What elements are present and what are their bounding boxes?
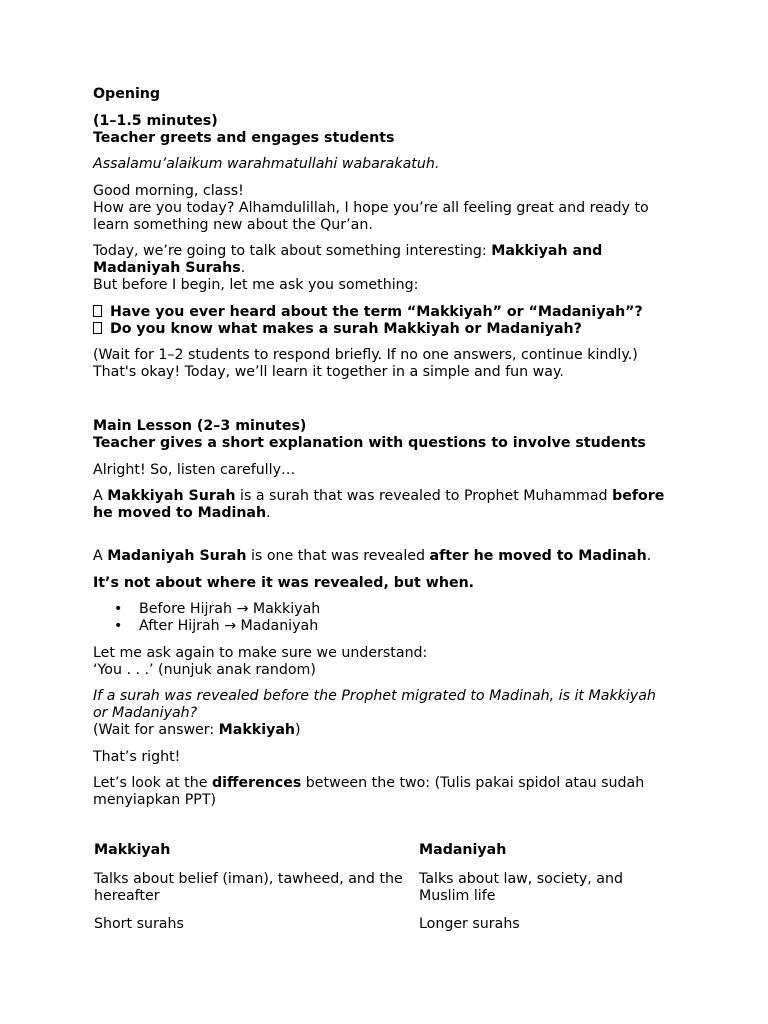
wait-answer-value: Makkiyah — [218, 722, 296, 738]
thats-okay-text: That's okay! Today, we’ll learn it together in a simple and fun way. — [93, 364, 564, 380]
question-1 — [93, 304, 673, 321]
madaniyah-mid: is one that was revealed — [246, 548, 430, 564]
lesson-content — [93, 86, 673, 809]
opening-heading: Opening — [93, 86, 161, 102]
madaniyah-period: . — [646, 548, 652, 564]
wait-note: (Wait for 1–2 students to respond briefly. If no one answers, continue kindly.) — [93, 347, 638, 363]
table-header-makkiyah: Makkiyah — [94, 842, 171, 858]
table-cell: Talks about belief (iman), tawheed, and the hereafter — [94, 871, 403, 904]
question-2-text: Do you know what makes a surah Makkiyah or Madaniyah? — [109, 320, 582, 337]
main-lesson-subheading: Teacher gives a short explanation with questions to involve students — [93, 435, 646, 451]
table-header-madaniyah: Madaniyah — [419, 842, 507, 858]
missing-glyph-icon — [93, 322, 102, 334]
makkiyah-term: Makkiyah Surah — [107, 488, 236, 504]
madaniyah-definition — [93, 548, 673, 565]
list-item-text: Before Hijrah → Makkiyah — [139, 601, 321, 617]
thats-right-text: That’s right! — [93, 748, 181, 765]
makkiyah-bold-end: before he moved to Madinah — [93, 488, 665, 521]
makkiyah-period: . — [266, 505, 271, 521]
greeting-text: Assalamu’alaikum warahmatullahi wabarakatuh. — [93, 156, 440, 172]
missing-glyph-icon — [93, 305, 102, 317]
opening-subheading: Teacher greets and engages students — [93, 129, 395, 146]
today-topic: Makkiyah and Madaniyah Surahs — [93, 243, 603, 276]
wait-suffix: ) — [295, 722, 301, 738]
differences-text — [93, 775, 673, 809]
before-begin-text: But before I begin, let me ask you something: — [93, 277, 419, 293]
list-item — [93, 601, 673, 618]
today-topic-paragraph — [93, 243, 673, 277]
differences-bold: differences — [211, 775, 302, 791]
list-item — [93, 618, 673, 635]
question-2 — [93, 321, 673, 338]
today-suffix: . — [240, 260, 246, 276]
you-random-text: ‘You . . .’ (nunjuk anak random) — [93, 661, 316, 678]
table-cell: Longer surahs — [419, 916, 520, 932]
makkiyah-mid: is a surah that was revealed to Prophet Muhammad — [235, 488, 613, 504]
table-row — [94, 916, 674, 933]
question-1-text: Have you ever heard about the term “Makkiyah” or “Madaniyah”? — [109, 303, 643, 320]
madaniyah-bold-end: after he moved to Madinah — [429, 548, 647, 564]
table-cell: Talks about law, society, and Muslim life — [419, 871, 623, 904]
not-where-text: It’s not about where it was revealed, but when. — [93, 574, 475, 591]
how-are-you-text: How are you today? Alhamdulillah, I hope you’re all feeling great and ready to learn something new about the Qur’an. — [93, 199, 649, 233]
today-prefix: Today, we’re going to talk about something interesting: — [93, 243, 492, 259]
listen-text: Alright! So, listen carefully… — [93, 461, 296, 478]
comparison-table — [94, 842, 674, 933]
makkiyah-definition — [93, 488, 673, 522]
table-header-row — [94, 842, 674, 859]
differences-suffix: between the two: (Tulis pakai spidol atau sudah menyiapkan PPT) — [93, 775, 645, 808]
good-morning-text: Good morning, class! — [93, 182, 244, 199]
opening-duration: (1–1.5 minutes) — [93, 112, 218, 129]
main-lesson-heading: Main Lesson (2–3 minutes) — [93, 418, 307, 434]
table-cell: Short surahs — [94, 916, 184, 932]
wait-answer — [93, 722, 673, 739]
list-item-text: After Hijrah → Madaniyah — [139, 618, 319, 634]
check-question: If a surah was revealed before the Prophet migrated to Madinah, is it Makkiyah or Madaniyah? — [93, 688, 656, 721]
table-row — [94, 871, 674, 905]
bullet-icon: • — [114, 601, 123, 617]
madaniyah-a: A — [93, 548, 108, 564]
ask-again-text: Let me ask again to make sure we understand: — [93, 644, 428, 661]
wait-prefix: (Wait for answer: — [93, 722, 219, 738]
madaniyah-term: Madaniyah Surah — [107, 548, 247, 564]
differences-prefix: Let’s look at the — [93, 775, 212, 791]
hijrah-list — [93, 601, 673, 635]
bullet-icon: • — [114, 618, 123, 634]
makkiyah-a: A — [93, 488, 108, 504]
